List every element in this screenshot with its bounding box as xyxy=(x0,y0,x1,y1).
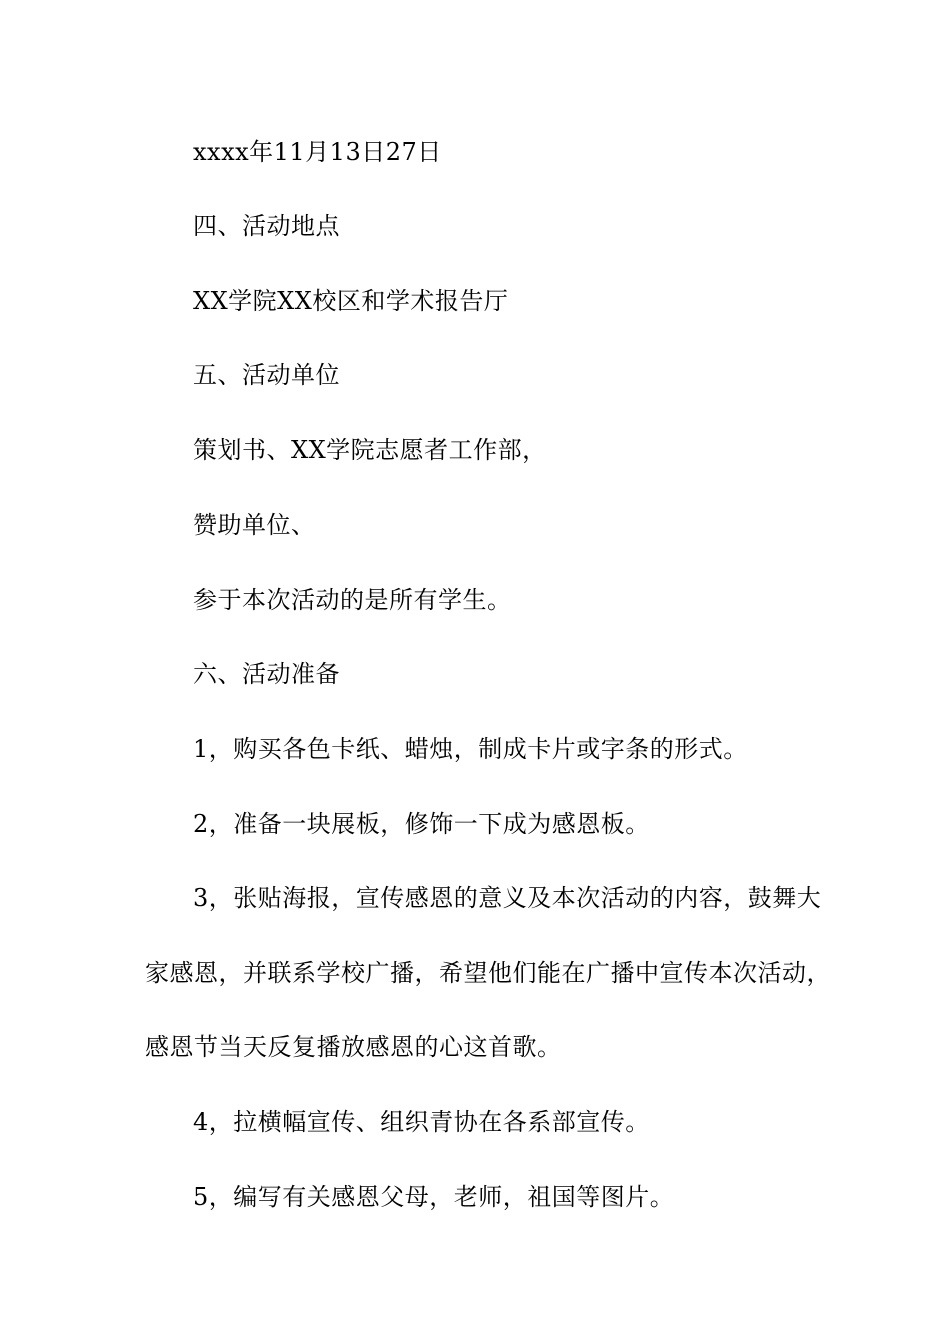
units-sponsor-text: 赞助单位、 xyxy=(193,511,316,539)
prep-item-3-line-2: 家感恩，并联系学校广播，希望他们能在广播中宣传本次活动， xyxy=(145,959,831,987)
prep-item-3-line-1: 3，张贴海报，宣传感恩的意义及本次活动的内容，鼓舞大 xyxy=(193,884,822,912)
location-text: XX学院XX校区和学术报告厅 xyxy=(193,287,509,315)
units-organizer-text: 策划书、XX学院志愿者工作部， xyxy=(193,436,547,464)
prep-item-4: 4，拉横幅宣传、组织青协在各系部宣传。 xyxy=(193,1108,650,1136)
section-heading-preparation: 六、活动准备 xyxy=(193,660,340,688)
prep-item-1: 1，购买各色卡纸、蜡烛，制成卡片或字条的形式。 xyxy=(193,735,748,763)
date-line: xxxx年11月13日27日 xyxy=(193,138,442,166)
prep-item-5: 5，编写有关感恩父母，老师，祖国等图片。 xyxy=(193,1183,675,1211)
section-heading-location: 四、活动地点 xyxy=(193,212,340,240)
section-heading-units: 五、活动单位 xyxy=(193,361,340,389)
units-participants-text: 参于本次活动的是所有学生。 xyxy=(193,586,512,614)
prep-item-2: 2，准备一块展板，修饰一下成为感恩板。 xyxy=(193,810,650,838)
prep-item-3-line-3: 感恩节当天反复播放感恩的心这首歌。 xyxy=(145,1033,562,1061)
